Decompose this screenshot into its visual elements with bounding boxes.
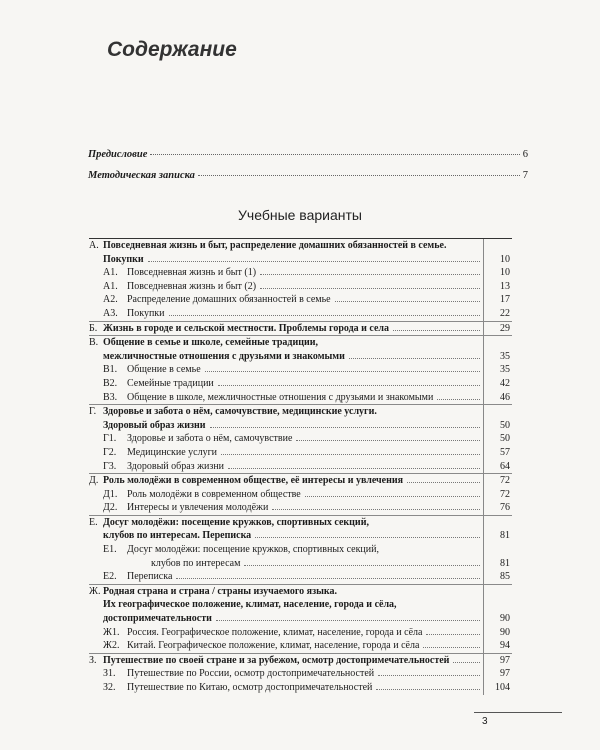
toc-entry-code: А1. <box>103 280 118 292</box>
toc-page-cell: 50 <box>484 432 513 446</box>
toc-row[interactable] <box>89 321 512 336</box>
toc-row[interactable] <box>89 474 512 488</box>
toc-text-cell <box>103 280 484 294</box>
toc-code-cell <box>89 293 103 307</box>
toc-page-cell: 85 <box>484 570 513 584</box>
toc-entry-text: Распределение домашних обязанностей в семье <box>127 294 331 306</box>
toc-entry-text: достопримечательности <box>103 613 212 625</box>
toc-row[interactable] <box>89 446 512 460</box>
leader-dots <box>423 647 480 648</box>
toc-text-cell <box>103 667 484 681</box>
toc-entry-text: Путешествие по своей стране и за рубежом, осмотр достопримечательностей <box>103 654 450 666</box>
toc-row[interactable] <box>89 460 512 474</box>
toc-entry-code: В2. <box>103 377 118 389</box>
toc-text-cell <box>103 419 484 433</box>
toc-text-cell <box>103 350 484 364</box>
toc-code-cell <box>89 350 103 364</box>
toc-entry-code: А1. <box>103 267 118 279</box>
toc-entry-code: В1. <box>103 364 118 376</box>
toc-text-cell <box>103 474 484 488</box>
toc-page-cell: 50 <box>484 419 513 433</box>
entry-label: Предисловие <box>88 149 148 160</box>
toc-row[interactable] <box>89 529 512 543</box>
toc-entry-text: Здоровый образ жизни <box>103 419 206 431</box>
toc-code-cell <box>89 488 103 502</box>
toc-page-cell: 46 <box>484 391 513 405</box>
toc-code-cell <box>89 570 103 584</box>
toc-entry-text: Путешествие по России, осмотр достопримечательностей <box>127 668 375 680</box>
toc-text-cell <box>103 557 484 571</box>
toc-text-cell <box>103 612 484 626</box>
toc-entry-text: Их географическое положение, климат, население, города и сёла, <box>103 599 397 611</box>
toc-entry-code: Ж1. <box>103 626 120 638</box>
leader-dots <box>407 482 480 483</box>
toc-page-cell: 17 <box>484 293 513 307</box>
leader-dots <box>148 261 480 262</box>
toc-page-cell <box>484 543 513 557</box>
toc-entry-text: Роль молодёжи в современном обществе <box>127 488 301 500</box>
toc-page-cell: 94 <box>484 639 513 653</box>
leader-dots <box>335 301 480 302</box>
toc-code-cell <box>89 446 103 460</box>
toc-page-cell: 29 <box>484 321 513 336</box>
toc-code-cell <box>89 598 103 612</box>
toc-page-cell: 10 <box>484 253 513 267</box>
toc-entry-text: Семейные традиции <box>127 377 214 389</box>
toc-code-cell <box>89 557 103 571</box>
leader-dots <box>255 537 480 538</box>
toc-entry-code: Г3. <box>103 460 117 472</box>
toc-code-cell <box>89 639 103 653</box>
toc-entry-code: Д1. <box>103 488 118 500</box>
toc-code-cell: Б. <box>89 321 103 336</box>
toc-text-cell <box>103 266 484 280</box>
leader-dots <box>349 358 480 359</box>
toc-page-cell: 35 <box>484 350 513 364</box>
leader-dots <box>426 634 480 635</box>
toc-row[interactable] <box>89 419 512 433</box>
toc-entry-code: Г1. <box>103 433 117 445</box>
leader-dots <box>150 154 519 155</box>
toc-code-cell <box>89 612 103 626</box>
toc-page-cell: 81 <box>484 557 513 571</box>
leader-dots <box>244 565 480 566</box>
toc-entry-text: Россия. Географическое положение, климат, население, города и сёла <box>127 626 423 638</box>
leader-dots <box>198 175 520 176</box>
leader-dots <box>218 385 480 386</box>
toc-row[interactable] <box>89 377 512 391</box>
toc-page-cell: 22 <box>484 307 513 321</box>
toc-row[interactable] <box>89 488 512 502</box>
toc-entry-text: клубов по интересам. Переписка <box>103 530 252 542</box>
toc-text-cell <box>103 293 484 307</box>
entry-page: 7 <box>522 170 528 181</box>
toc-entry-code: З1. <box>103 668 116 680</box>
toc-entry-text: Родная страна и страна / страны изучаемого языка. <box>103 585 338 597</box>
toc-entry-text: Общение в семье <box>127 364 201 376</box>
toc-code-cell <box>89 307 103 321</box>
toc-row[interactable] <box>89 307 512 321</box>
leader-dots <box>221 454 480 455</box>
toc-page-cell: 81 <box>484 529 513 543</box>
toc-row[interactable] <box>89 681 512 695</box>
toc-row[interactable] <box>89 391 512 405</box>
toc-entry-code: Г2. <box>103 446 117 458</box>
toc-code-cell <box>89 363 103 377</box>
toc-row[interactable] <box>89 598 512 612</box>
toc-entry-text: межличностные отношения с друзьями и знакомыми <box>103 350 345 362</box>
contents-heading: Содержание <box>107 38 237 61</box>
section-title: Учебные варианты <box>238 207 362 223</box>
toc-code-cell <box>89 543 103 557</box>
toc-row[interactable] <box>89 667 512 681</box>
toc-row[interactable] <box>89 336 512 350</box>
toc-text-cell <box>103 460 484 474</box>
toc-entry-text: Жизнь в городе и сельской местности. Проблемы города и села <box>103 322 390 334</box>
toc-text-cell <box>103 598 484 612</box>
toc-text-cell <box>103 377 484 391</box>
toc-row[interactable] <box>89 584 512 598</box>
toc-entry-text: Общение в семье и школе, семейные традиции, <box>103 337 319 349</box>
toc-page-cell: 97 <box>484 667 513 681</box>
toc-row[interactable] <box>89 239 512 253</box>
toc-page-cell <box>484 336 513 350</box>
toc-page-cell: 35 <box>484 363 513 377</box>
toc-text-cell <box>103 681 484 695</box>
toc-text-cell <box>103 626 484 640</box>
toc-row[interactable] <box>89 363 512 377</box>
toc-row[interactable] <box>89 501 512 515</box>
leader-dots <box>210 427 480 428</box>
leader-dots <box>296 440 480 441</box>
toc-entry-text: Китай. Географическое положение, климат, население, города и сёла <box>127 640 420 652</box>
leader-dots <box>437 399 480 400</box>
toc-code-cell <box>89 667 103 681</box>
toc-row[interactable] <box>89 543 512 557</box>
toc-page-cell: 42 <box>484 377 513 391</box>
toc-code-cell: З. <box>89 653 103 667</box>
toc-entry-text: Здоровье и забота о нём, самочувствие <box>127 433 293 445</box>
leader-dots <box>216 620 480 621</box>
toc-code-cell: Г. <box>89 405 103 419</box>
toc-code-cell <box>89 529 103 543</box>
toc-text-cell <box>103 363 484 377</box>
toc-entry-text: Здоровый образ жизни <box>127 460 225 472</box>
toc-text-cell <box>103 391 484 405</box>
leader-dots <box>176 578 480 579</box>
toc-entry-code: Д2. <box>103 502 118 514</box>
toc-row[interactable] <box>89 612 512 626</box>
toc-text-cell <box>103 307 484 321</box>
leader-dots <box>205 371 480 372</box>
toc-entry-text: Покупки <box>127 307 165 319</box>
toc-row[interactable] <box>89 432 512 446</box>
toc-text-cell <box>103 405 484 419</box>
toc-code-cell <box>89 501 103 515</box>
toc-entry-text: Повседневная жизнь и быт, распределение домашних обязанностей в семье. <box>103 240 447 251</box>
toc-text-cell <box>103 529 484 543</box>
leader-dots <box>305 496 480 497</box>
toc-page-cell: 64 <box>484 460 513 474</box>
toc-text-cell <box>103 321 484 336</box>
toc-row[interactable] <box>89 570 512 584</box>
toc-code-cell <box>89 460 103 474</box>
leader-dots <box>260 274 480 275</box>
toc-row[interactable] <box>89 266 512 280</box>
toc-entry-code: Е2. <box>103 571 117 583</box>
toc-text-cell <box>103 639 484 653</box>
toc-code-cell <box>89 419 103 433</box>
toc-page-cell: 13 <box>484 280 513 294</box>
toc-row[interactable] <box>89 626 512 640</box>
toc-row[interactable] <box>89 293 512 307</box>
toc-entry-text: Повседневная жизнь и быт (1) <box>127 267 257 279</box>
toc-entry-code: Е1. <box>103 544 117 556</box>
toc-entry-text: Покупки <box>103 253 144 265</box>
toc-code-cell <box>89 626 103 640</box>
toc-code-cell <box>89 266 103 280</box>
toc-text-cell <box>103 253 484 267</box>
toc-code-cell: Е. <box>89 515 103 529</box>
toc-text-cell <box>103 515 484 529</box>
toc-row[interactable] <box>89 653 512 667</box>
leader-dots <box>453 662 480 663</box>
toc-page-cell <box>484 239 513 253</box>
toc-row[interactable] <box>89 639 512 653</box>
toc-entry-text: Роль молодёжи в современном обществе, её интересы и увлечения <box>103 475 404 487</box>
toc-code-cell: А. <box>89 239 103 253</box>
toc-entry-text: Досуг молодёжи: посещение кружков, спортивных секций, <box>103 516 369 528</box>
toc-code-cell <box>89 391 103 405</box>
leader-dots <box>376 689 480 690</box>
leader-dots <box>228 468 480 469</box>
front-matter-entry[interactable] <box>88 149 528 160</box>
toc-entry-code: Ж2. <box>103 640 120 652</box>
toc-entry-code: А2. <box>103 294 118 306</box>
toc-row[interactable] <box>89 253 512 267</box>
toc-code-cell <box>89 280 103 294</box>
entry-page: 6 <box>522 149 528 160</box>
toc-row[interactable] <box>89 557 512 571</box>
toc-text-cell <box>103 432 484 446</box>
toc-code-cell <box>89 681 103 695</box>
toc-text-cell <box>103 653 484 667</box>
toc-page-cell <box>484 405 513 419</box>
toc-row[interactable] <box>89 405 512 419</box>
toc-text-cell <box>103 239 484 253</box>
toc-entry-code: А3. <box>103 307 118 319</box>
toc-page-cell: 90 <box>484 612 513 626</box>
toc-table <box>89 238 512 695</box>
leader-dots <box>272 509 480 510</box>
toc-entry-text: Досуг молодёжи: посещение кружков, спортивных секций, <box>127 544 379 556</box>
toc-page-cell: 10 <box>484 266 513 280</box>
toc-code-cell: Д. <box>89 474 103 488</box>
toc-page-cell: 72 <box>484 488 513 502</box>
toc-page-cell <box>484 584 513 598</box>
toc-entry-text: Интересы и увлечения молодёжи <box>127 502 269 514</box>
toc-page-cell: 76 <box>484 501 513 515</box>
toc-entry-code: В3. <box>103 391 118 403</box>
leader-dots <box>378 675 480 676</box>
toc-code-cell: В. <box>89 336 103 350</box>
toc-page-cell: 90 <box>484 626 513 640</box>
leader-dots <box>169 315 481 316</box>
toc-text-cell <box>103 488 484 502</box>
toc-entry-text: Здоровье и забота о нём, самочувствие, медицинские услуги. <box>103 406 377 418</box>
toc-row[interactable] <box>89 280 512 294</box>
toc-text-cell <box>103 446 484 460</box>
toc-page-cell <box>484 598 513 612</box>
toc-entry-text: Путешествие по Китаю, осмотр достопримечательностей <box>127 682 373 693</box>
toc-text-cell <box>103 336 484 350</box>
toc-text-cell <box>103 543 484 557</box>
toc-entry-text: Медицинские услуги <box>127 446 218 458</box>
toc-row[interactable] <box>89 515 512 529</box>
toc-code-cell <box>89 253 103 267</box>
toc-text-cell <box>103 501 484 515</box>
toc-code-cell: Ж. <box>89 584 103 598</box>
toc-page-cell: 97 <box>484 653 513 667</box>
toc-page-cell <box>484 515 513 529</box>
toc-entry-text: Переписка <box>127 571 173 583</box>
toc-row[interactable] <box>89 350 512 364</box>
toc-entry-code: З2. <box>103 682 116 693</box>
toc-page-cell: 72 <box>484 474 513 488</box>
toc-entry-text: Общение в школе, межличностные отношения с друзьями и знакомыми <box>127 391 434 403</box>
toc-text-cell <box>103 570 484 584</box>
toc-page-cell: 104 <box>484 681 513 695</box>
leader-dots <box>260 288 480 289</box>
entry-label: Методическая записка <box>88 170 195 181</box>
toc-code-cell <box>89 377 103 391</box>
toc-text-cell <box>103 584 484 598</box>
page-number: 3 <box>474 712 562 727</box>
toc-entry-text: Повседневная жизнь и быт (2) <box>127 280 257 292</box>
toc-entry-text: клубов по интересам <box>151 557 241 569</box>
toc-page-cell: 57 <box>484 446 513 460</box>
front-matter-entry[interactable] <box>88 170 528 181</box>
leader-dots <box>393 330 480 331</box>
toc-code-cell <box>89 432 103 446</box>
